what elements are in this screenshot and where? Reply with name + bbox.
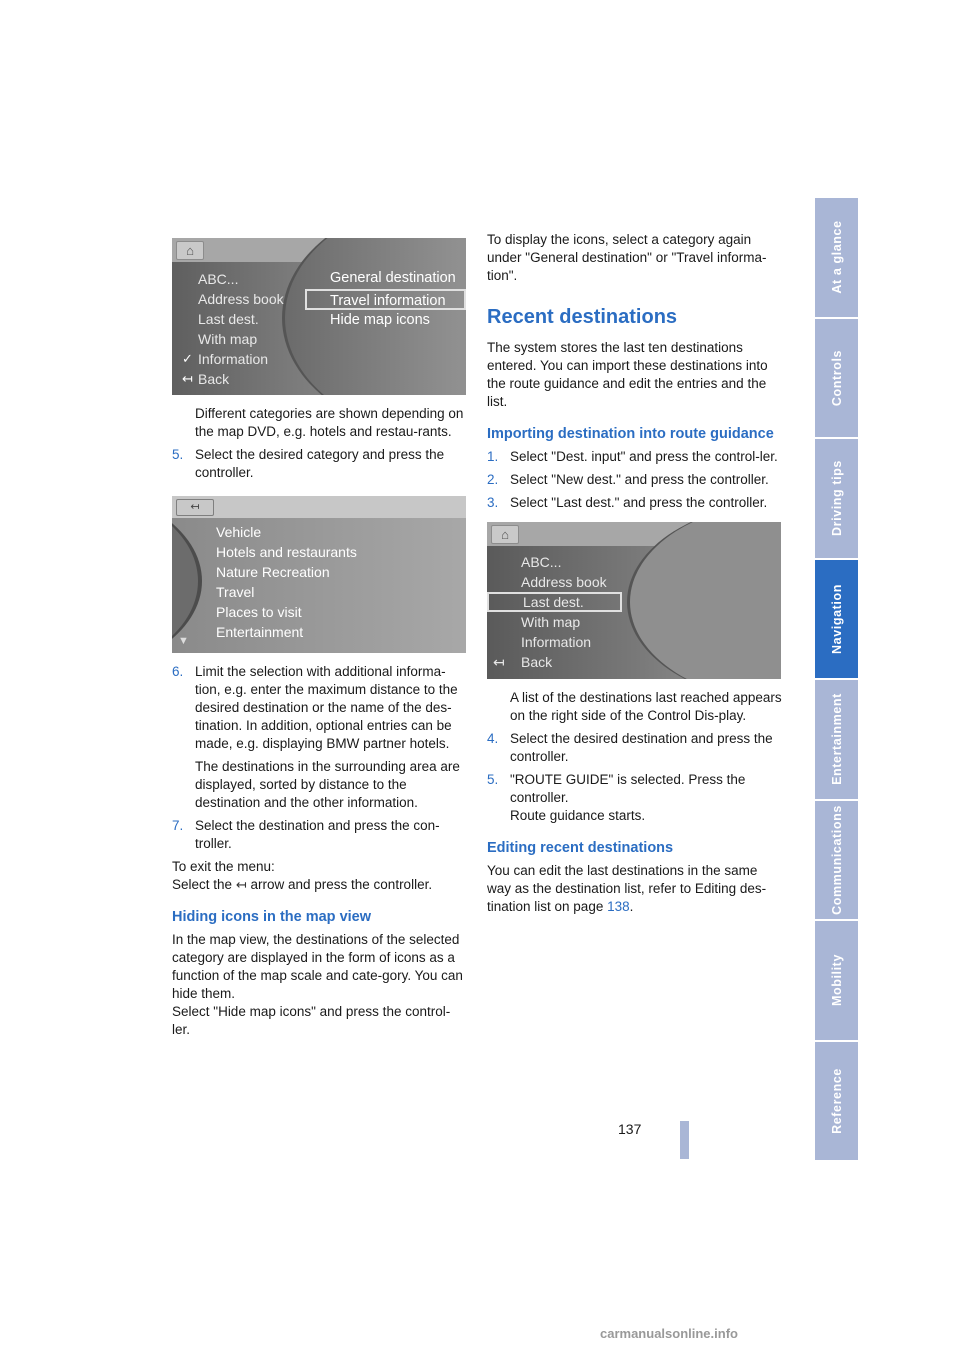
home-icon: ⌂ bbox=[176, 241, 204, 260]
page-link[interactable]: 138 bbox=[607, 899, 630, 914]
screen-left-menu bbox=[178, 269, 284, 389]
menu-item: Hide map icons bbox=[330, 312, 430, 328]
list-item: Places to visit bbox=[216, 604, 302, 620]
screen-travel-information bbox=[172, 238, 466, 395]
step-1: 1. Select "Dest. input" and press the control-ler. bbox=[487, 449, 778, 464]
screen-topbar bbox=[172, 496, 466, 518]
tab-navigation[interactable]: Navigation bbox=[815, 560, 858, 681]
paragraph: You can edit the last destinations in the same way as the destination list, refer to Editing des-tination list on page 138. bbox=[487, 863, 767, 914]
step-5: 5. "ROUTE GUIDE" is selected. Press the controller. Route guidance starts. bbox=[487, 772, 746, 823]
heading-editing-recent: Editing recent destinations bbox=[487, 840, 674, 856]
list-item: Hotels and restaurants bbox=[216, 544, 357, 560]
menu-item: With map bbox=[521, 614, 581, 630]
menu-item: Last dest. bbox=[198, 311, 259, 327]
menu-item-back: ↤ Back bbox=[182, 371, 230, 387]
left-column bbox=[172, 238, 467, 1044]
screen-right-menu bbox=[307, 268, 466, 331]
list-item: Entertainment bbox=[216, 624, 304, 640]
paragraph: To display the icons, select a category again under "General destination" or "Travel informa-tion". bbox=[487, 232, 767, 283]
watermark: carmanualsonline.info bbox=[600, 1326, 738, 1341]
paragraph: The destinations in the surrounding area are displayed, sorted by distance to the destination and the other information. bbox=[195, 759, 460, 810]
back-arrow-icon: ↤ bbox=[182, 371, 193, 386]
menu-item-selected: Travel information bbox=[305, 289, 466, 310]
home-icon: ⌂ bbox=[491, 525, 519, 544]
list-item: Vehicle bbox=[216, 524, 262, 540]
menu-item-selected: Last dest. bbox=[487, 592, 622, 612]
paragraph: In the map view, the destinations of the selected category are displayed in the form of icons as a function of the map scale and cate-gory. You can hide them. Select "Hide map icons" and press the control-ler. bbox=[172, 932, 463, 1037]
menu-item: Address book bbox=[521, 574, 607, 590]
menu-item: ABC... bbox=[521, 554, 562, 570]
check-icon: ✓ bbox=[182, 351, 193, 366]
step-6: 6. Limit the selection with additional informa-tion, e.g. enter the maximum distance to the desired destination or the name of the des-tination. In addition, optional entries can be made, e.g. displaying BMW partner hotels. bbox=[172, 664, 458, 751]
menu-item: Address book bbox=[198, 291, 284, 307]
paragraph: The system stores the last ten destinations entered. You can import these destinations into the route guidance and edit the entries and the list. bbox=[487, 340, 768, 409]
step-4: 4. Select the desired destination and press the controller. bbox=[487, 731, 773, 764]
paragraph: A list of the destinations last reached appears on the right side of the Control Dis-play. bbox=[510, 690, 782, 723]
tab-driving-tips[interactable]: Driving tips bbox=[815, 439, 858, 560]
category-list bbox=[216, 522, 357, 642]
screen-arc bbox=[172, 496, 202, 653]
heading-importing-destination: Importing destination into route guidance bbox=[487, 426, 774, 442]
menu-item: With map bbox=[198, 331, 258, 347]
back-arrow-icon: ↤ bbox=[235, 877, 247, 892]
list-item: Nature Recreation bbox=[216, 564, 330, 580]
screen-menu bbox=[487, 552, 622, 672]
paragraph: Different categories are shown depending on the map DVD, e.g. hotels and restau-rants. bbox=[195, 406, 464, 439]
heading-hiding-icons: Hiding icons in the map view bbox=[172, 909, 371, 925]
screen-category-list bbox=[172, 496, 466, 653]
page-number-bar bbox=[680, 1121, 689, 1159]
menu-item-checked: ✓ Information bbox=[182, 351, 269, 367]
heading-recent-destinations: Recent destinations bbox=[487, 306, 678, 328]
tab-controls[interactable]: Controls bbox=[815, 319, 858, 440]
list-item: Travel bbox=[216, 584, 255, 600]
step-3: 3. Select "Last dest." and press the controller. bbox=[487, 495, 768, 510]
back-arrow-icon: ↤ bbox=[176, 499, 214, 516]
paragraph: To exit the menu: Select the ↤ arrow and press the controller. bbox=[172, 859, 433, 892]
step-7: 7. Select the destination and press the con-troller. bbox=[172, 818, 440, 851]
tab-communications[interactable]: Communications bbox=[815, 801, 858, 922]
menu-item: ABC... bbox=[198, 271, 239, 287]
right-column bbox=[487, 231, 782, 921]
tab-at-a-glance[interactable]: At a glance bbox=[815, 198, 858, 319]
menu-item-back: ↤ Back bbox=[493, 654, 553, 670]
menu-item: Information bbox=[521, 634, 592, 650]
step-2: 2. Select "New dest." and press the controller. bbox=[487, 472, 769, 487]
menu-item: General destination bbox=[330, 270, 456, 286]
tab-mobility[interactable]: Mobility bbox=[815, 921, 858, 1042]
back-arrow-icon: ↤ bbox=[493, 654, 505, 670]
screen-last-destination bbox=[487, 522, 781, 679]
tab-reference[interactable]: Reference bbox=[815, 1042, 858, 1161]
page-number: 137 bbox=[618, 1121, 642, 1137]
tab-entertainment[interactable]: Entertainment bbox=[815, 680, 858, 801]
chapter-tabs bbox=[815, 198, 858, 1160]
step-5: 5. Select the desired category and press the controller. bbox=[172, 447, 445, 480]
scroll-down-icon: ▼ bbox=[178, 635, 189, 647]
